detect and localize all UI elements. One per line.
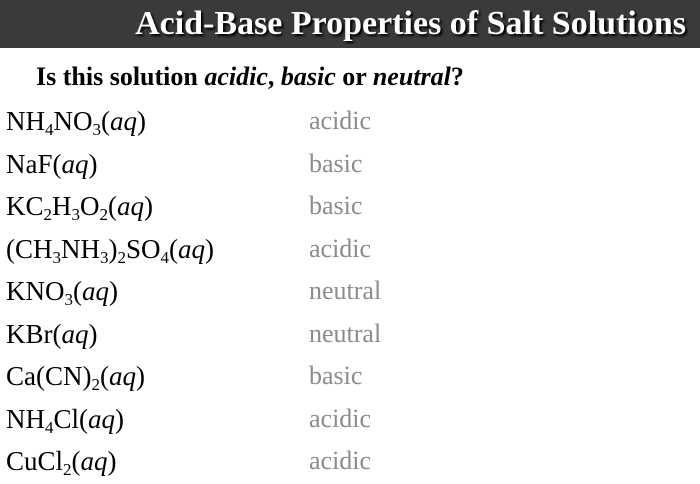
salt-answer: basic (309, 148, 363, 178)
salt-row (0, 399, 700, 442)
salt-row (0, 144, 700, 187)
salt-row (0, 186, 700, 229)
formula-text: ) (137, 106, 146, 136)
formula-text: CuCl (6, 446, 64, 476)
question-option-acidic: acidic (204, 62, 268, 91)
salt-formula (6, 443, 117, 479)
formula-text: ( (99, 361, 109, 391)
salt-formula (6, 231, 214, 267)
formula-text: O (80, 191, 100, 221)
formula-state: aq (88, 403, 116, 434)
formula-text: ) (107, 446, 117, 476)
formula-text: H (52, 191, 72, 221)
question-prefix: Is this solution (36, 62, 205, 91)
formula-text: ) (115, 403, 125, 434)
title-bar (0, 0, 700, 48)
salt-answer: basic (309, 191, 363, 220)
formula-subscript: 3 (92, 120, 101, 139)
salt-row (0, 229, 700, 272)
salt-answer: basic (309, 361, 363, 390)
formula-state: aq (82, 276, 109, 306)
question-option-basic: basic (280, 62, 336, 91)
formula-text: NaF( (6, 148, 62, 179)
formula-subscript: 3 (100, 247, 109, 267)
salt-formula (6, 188, 153, 224)
formula-text: ) (144, 191, 154, 221)
formula-text: ) (109, 276, 118, 306)
salt-formula (6, 146, 98, 182)
formula-subscript: 4 (45, 417, 54, 437)
formula-subscript: 3 (71, 205, 81, 224)
formula-state: aq (178, 233, 206, 264)
formula-subscript: 2 (91, 375, 100, 394)
formula-text: ( (108, 191, 118, 221)
formula-state: aq (80, 446, 108, 476)
salt-row (0, 314, 700, 357)
question-prompt (36, 60, 464, 94)
salt-answer: acidic (309, 403, 372, 433)
salt-formula (6, 358, 145, 394)
formula-text: ) (88, 148, 98, 179)
salt-formula (6, 401, 124, 437)
salt-answer: neutral (309, 318, 382, 348)
formula-text: KBr( (6, 318, 62, 349)
formula-text: ( (73, 276, 82, 306)
formula-text: ) (88, 318, 98, 349)
formula-state: aq (110, 106, 137, 136)
formula-text: KC (6, 191, 44, 221)
question-separator: or (335, 62, 373, 91)
formula-text: (CH (6, 233, 53, 264)
formula-subscript: 2 (117, 247, 126, 267)
salt-row (0, 441, 700, 484)
salt-row (0, 101, 700, 144)
formula-state: aq (61, 148, 89, 179)
salt-formula (6, 273, 118, 309)
formula-state: aq (108, 361, 136, 391)
salt-answer: acidic (309, 233, 372, 263)
formula-text: ) (205, 233, 215, 264)
salt-answer: acidic (309, 106, 372, 135)
formula-subscript: 2 (43, 205, 53, 224)
formula-subscript: 2 (99, 205, 109, 224)
formula-state: aq (117, 191, 145, 221)
salt-row (0, 356, 700, 399)
salt-formula (6, 103, 146, 139)
formula-subscript: 4 (160, 247, 170, 267)
question-option-neutral: neutral (372, 62, 451, 91)
formula-text: SO (126, 233, 161, 264)
formula-text: NO (53, 106, 93, 136)
formula-text: NH (61, 233, 100, 264)
formula-text: KNO (6, 276, 65, 306)
formula-subscript: 2 (63, 460, 72, 479)
formula-text: ) (108, 233, 118, 264)
salt-row (0, 271, 700, 314)
formula-text: ( (169, 233, 179, 264)
formula-text: ( (101, 106, 110, 136)
salt-list (0, 101, 700, 484)
formula-subscript: 3 (64, 290, 73, 309)
formula-subscript: 4 (45, 120, 54, 139)
formula-text: Cl( (53, 403, 89, 434)
formula-text: ) (135, 361, 145, 391)
formula-text: ( (71, 446, 81, 476)
formula-text: NH (6, 106, 45, 136)
question-suffix: ? (450, 62, 464, 91)
formula-state: aq (61, 318, 89, 349)
formula-text: NH (6, 403, 45, 434)
salt-formula (6, 316, 98, 352)
slide-title: Acid-Base Properties of Salt Solutions (135, 5, 686, 42)
salt-answer: acidic (309, 446, 372, 475)
salt-answer: neutral (309, 276, 382, 305)
question-separator: , (267, 62, 281, 91)
formula-text: Ca(CN) (6, 361, 92, 391)
formula-subscript: 3 (52, 247, 61, 267)
